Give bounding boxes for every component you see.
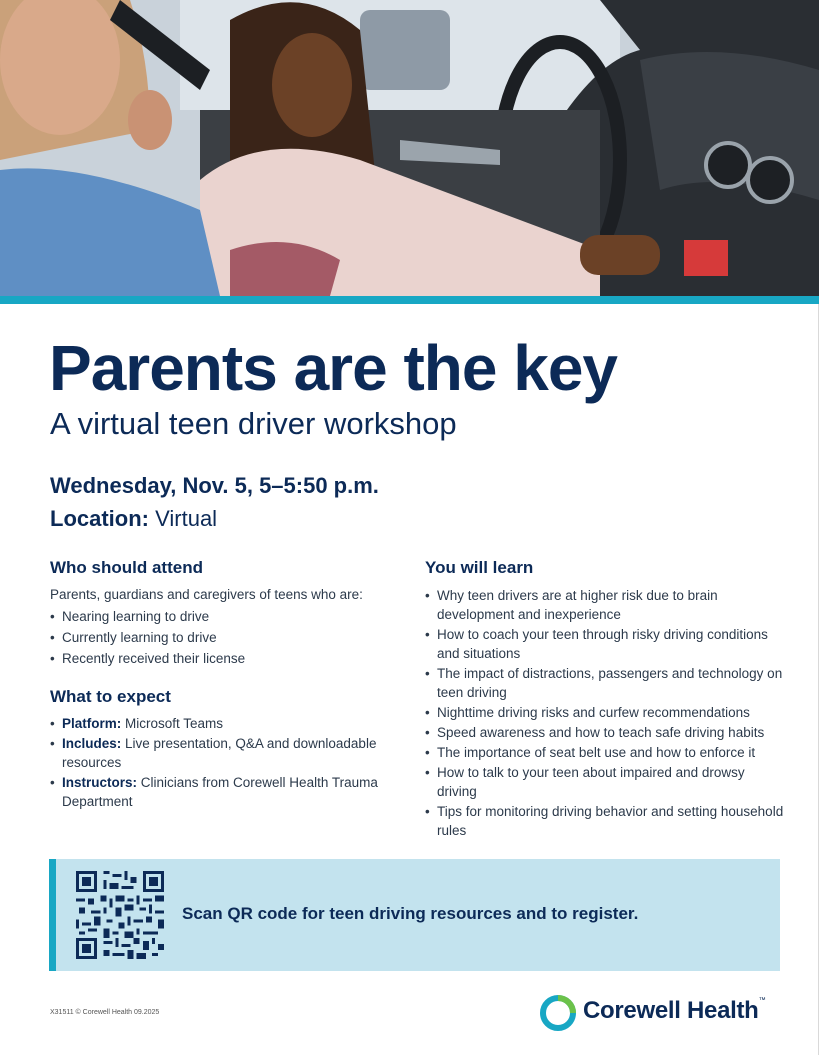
footer-code: X31511 © Corewell Health 09.2025 (50, 1009, 160, 1016)
logo-text (583, 997, 765, 1025)
list-item (50, 714, 410, 733)
list-item (50, 773, 410, 811)
list-item: • Why teen drivers are at higher risk due to brain development and inexperience (425, 586, 785, 624)
who-heading: Who should attend (50, 558, 203, 577)
list-item: • How to coach your teen through risky driving conditions and situations (425, 625, 785, 663)
corewell-health-logo (540, 993, 780, 1033)
who-list (50, 607, 410, 668)
register-callout (49, 859, 780, 971)
list-item: • The importance of seat belt use and how to enforce it (425, 743, 785, 762)
right-column (425, 557, 785, 841)
hero-photo-illustration (0, 0, 819, 296)
list-item: • Nearing learning to drive (50, 607, 410, 626)
expect-label: Includes: (62, 736, 122, 751)
location-label: Location: (50, 506, 149, 531)
list-item (50, 734, 410, 772)
who-intro: Parents, guardians and caregivers of teens who are: (50, 587, 363, 602)
event-location (50, 505, 217, 533)
register-callout-text: Scan QR code for teen driving resources and to register. (182, 904, 639, 923)
qr-code-icon[interactable] (76, 871, 164, 959)
list-item: • Recently received their license (50, 649, 410, 668)
list-item: • The impact of distractions, passengers and technology on teen driving (425, 664, 785, 702)
list-item: • Nighttime driving risks and curfew recommendations (425, 703, 785, 722)
list-item: • How to talk to your teen about impaired and drowsy driving (425, 763, 785, 801)
expect-heading: What to expect (50, 687, 171, 706)
logo-name: Corewell Health (583, 997, 759, 1024)
location-value: Virtual (149, 506, 218, 531)
learn-list (425, 586, 785, 840)
corewell-logo-icon (540, 995, 576, 1031)
list-item: • Tips for monitoring driving behavior and setting household rules (425, 802, 785, 840)
expect-text: Clinicians from Corewell Health Trauma Department (62, 775, 378, 809)
expect-text: Microsoft Teams (121, 716, 224, 731)
expect-text: Live presentation, Q&A and downloadable resources (62, 736, 377, 770)
hero-photo (0, 0, 819, 296)
list-item: • Speed awareness and how to teach safe driving habits (425, 723, 785, 742)
expect-list (50, 714, 410, 811)
left-column (50, 557, 410, 812)
expect-label: Instructors: (62, 775, 138, 790)
expect-label: Platform: (62, 716, 122, 731)
page-subtitle: A virtual teen driver workshop (50, 406, 457, 441)
event-datetime: Wednesday, Nov. 5, 5–5:50 p.m. (50, 473, 379, 498)
logo-trademark: ™ (758, 997, 766, 1004)
learn-heading: You will learn (425, 558, 534, 577)
page-title: Parents are the key (49, 332, 617, 404)
hero-accent-bar (0, 296, 819, 304)
list-item: • Currently learning to drive (50, 628, 410, 647)
